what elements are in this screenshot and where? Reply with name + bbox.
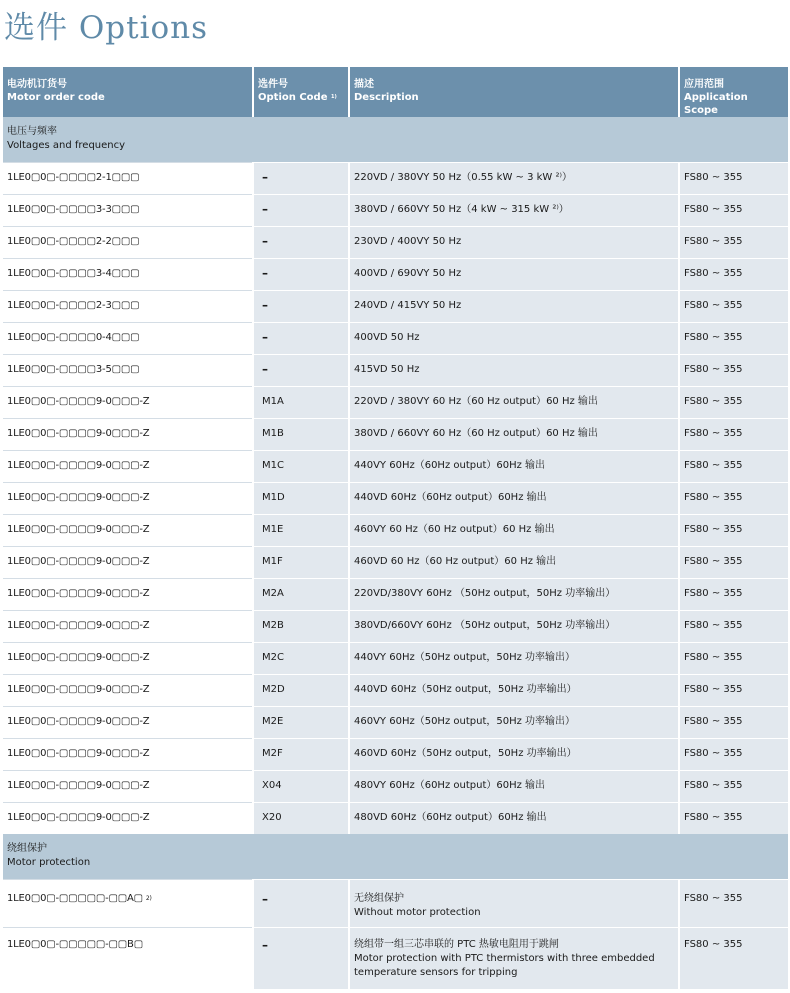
- option-code: M1E: [262, 524, 284, 535]
- application-scope: FS80 ~ 355: [684, 620, 743, 631]
- motor-order-code: 1LE0▢0▢-▢▢▢▢9-0▢▢▢-Z: [7, 684, 150, 695]
- application-scope-cell: [679, 706, 788, 738]
- description-cell: [349, 258, 679, 290]
- application-scope-cell: [679, 802, 788, 834]
- option-code-cell: [253, 450, 349, 482]
- description: 400VD / 690VY 50 Hz: [354, 268, 462, 279]
- application-scope-cell: [679, 578, 788, 610]
- table-row: [3, 482, 788, 514]
- section-title: [3, 834, 788, 879]
- motor-order-code-cell: [3, 418, 253, 450]
- motor-order-code-cell: [3, 546, 253, 578]
- description-cell: [349, 706, 679, 738]
- table-row: [3, 418, 788, 450]
- description-cell: [349, 194, 679, 226]
- application-scope-cell: [679, 514, 788, 546]
- description-cell: [349, 514, 679, 546]
- description-cell: [349, 418, 679, 450]
- table-row: [3, 514, 788, 546]
- motor-order-code-cell: [3, 194, 253, 226]
- option-code: –: [262, 362, 268, 376]
- motor-order-code-cell: [3, 578, 253, 610]
- option-code: M1B: [262, 428, 284, 439]
- option-code: M2E: [262, 716, 284, 727]
- table-row: [3, 642, 788, 674]
- application-scope: FS80 ~ 355: [684, 780, 743, 791]
- section-header-row: [3, 834, 788, 879]
- motor-order-code-cell: [3, 674, 253, 706]
- motor-order-code-cell: [3, 226, 253, 258]
- motor-order-code: 1LE0▢0▢-▢▢▢▢9-0▢▢▢-Z: [7, 652, 150, 663]
- option-code-cell: [253, 706, 349, 738]
- option-code: –: [262, 330, 268, 344]
- table-row: [3, 610, 788, 642]
- application-scope-cell: [679, 162, 788, 194]
- motor-order-code: 1LE0▢0▢-▢▢▢▢0-4▢▢▢: [7, 332, 140, 343]
- table-row: [3, 194, 788, 226]
- motor-order-code: 1LE0▢0▢-▢▢▢▢9-0▢▢▢-Z: [7, 620, 150, 631]
- application-scope-cell: [679, 322, 788, 354]
- option-code-cell: [253, 514, 349, 546]
- description: 440VY 60Hz（60Hz output）60Hz 输出: [354, 460, 546, 471]
- table-row: [3, 674, 788, 706]
- application-scope-cell: [679, 386, 788, 418]
- motor-order-code-cell: [3, 290, 253, 322]
- description: 480VD 60Hz（60Hz output）60Hz 输出: [354, 812, 547, 824]
- option-code: M1A: [262, 396, 284, 407]
- application-scope: FS80 ~ 355: [684, 268, 743, 279]
- application-scope: FS80 ~ 355: [684, 300, 743, 311]
- header-application-scope: 应用范围 Application Scope: [679, 67, 788, 117]
- options-table: [3, 67, 788, 989]
- motor-order-code: 1LE0▢0▢-▢▢▢▢9-0▢▢▢-Z: [7, 492, 150, 503]
- application-scope: FS80 ~ 355: [684, 236, 743, 247]
- motor-order-code: 1LE0▢0▢-▢▢▢▢3-5▢▢▢: [7, 364, 140, 375]
- motor-order-code-cell: [3, 450, 253, 482]
- description-cell: [349, 322, 679, 354]
- option-code-cell: [253, 258, 349, 290]
- description: 460VD 60Hz（50Hz output，50Hz 功率输出）: [354, 748, 577, 759]
- description: 380VD/660VY 60Hz （50Hz output，50Hz 功率输出）: [354, 620, 616, 631]
- option-code-cell: [253, 290, 349, 322]
- footnote-ref: 2): [145, 894, 152, 902]
- description-cell: [349, 386, 679, 418]
- table-row: [3, 450, 788, 482]
- motor-order-code-cell: [3, 927, 253, 989]
- description-cn: 绕组带一组三芯串联的 PTC 热敏电阻用于跳闸: [354, 938, 559, 950]
- application-scope: FS80 ~ 355: [684, 588, 743, 599]
- application-scope-cell: [679, 290, 788, 322]
- option-code-cell: [253, 418, 349, 450]
- option-code: –: [262, 891, 268, 906]
- option-code: M2A: [262, 588, 284, 599]
- application-scope: FS80 ~ 355: [684, 332, 743, 343]
- application-scope-cell: [679, 450, 788, 482]
- option-code: –: [262, 937, 268, 952]
- application-scope-cell: [679, 226, 788, 258]
- table-row: [3, 802, 788, 834]
- option-code-cell: [253, 578, 349, 610]
- application-scope: FS80 ~ 355: [684, 204, 743, 215]
- motor-order-code-cell: [3, 258, 253, 290]
- application-scope-cell: [679, 642, 788, 674]
- application-scope-cell: [679, 674, 788, 706]
- table-row: [3, 162, 788, 194]
- description: 380VD / 660VY 50 Hz（4 kW ~ 315 kW ²⁾）: [354, 204, 569, 215]
- application-scope: FS80 ~ 355: [684, 364, 743, 375]
- description: 400VD 50 Hz: [354, 332, 420, 343]
- motor-order-code: 1LE0▢0▢-▢▢▢▢2-2▢▢▢: [7, 236, 140, 247]
- application-scope: FS80 ~ 355: [684, 492, 743, 503]
- motor-order-code-cell: [3, 514, 253, 546]
- description-cell: [349, 879, 679, 927]
- description: 460VD 60 Hz（60 Hz output）60 Hz 输出: [354, 556, 557, 567]
- motor-order-code: 1LE0▢0▢-▢▢▢▢2-3▢▢▢: [7, 300, 140, 311]
- option-code: M2C: [262, 652, 284, 663]
- motor-order-code: 1LE0▢0▢-▢▢▢▢3-4▢▢▢: [7, 268, 140, 279]
- option-code: –: [262, 170, 268, 184]
- option-code: M2B: [262, 620, 284, 631]
- table-row: [3, 354, 788, 386]
- application-scope: FS80 ~ 355: [684, 716, 743, 727]
- application-scope-cell: [679, 927, 788, 989]
- application-scope: FS80 ~ 355: [684, 812, 743, 824]
- option-code-cell: [253, 879, 349, 927]
- option-code-cell: [253, 354, 349, 386]
- description: 220VD / 380VY 60 Hz（60 Hz output）60 Hz 输出: [354, 396, 598, 407]
- application-scope: FS80 ~ 355: [684, 460, 743, 471]
- option-code: M2F: [262, 748, 283, 759]
- description-cell: [349, 674, 679, 706]
- description-cell: [349, 738, 679, 770]
- application-scope: FS80 ~ 355: [684, 938, 743, 950]
- application-scope-cell: [679, 482, 788, 514]
- table-row: [3, 258, 788, 290]
- application-scope-cell: [679, 879, 788, 927]
- table-row: [3, 546, 788, 578]
- motor-order-code-cell: [3, 802, 253, 834]
- option-code-cell: [253, 162, 349, 194]
- motor-order-code-cell: [3, 354, 253, 386]
- description: 460VY 60 Hz（60 Hz output）60 Hz 输出: [354, 524, 555, 535]
- description: 415VD 50 Hz: [354, 364, 420, 375]
- option-code-cell: [253, 610, 349, 642]
- description: 440VD 60Hz（60Hz output）60Hz 输出: [354, 492, 547, 503]
- motor-order-code: 1LE0▢0▢-▢▢▢▢9-0▢▢▢-Z: [7, 460, 150, 471]
- option-code: –: [262, 298, 268, 312]
- description: 220VD / 380VY 50 Hz（0.55 kW ~ 3 kW ²⁾）: [354, 172, 572, 183]
- table-row: [3, 738, 788, 770]
- footnote-ref: 1): [330, 94, 337, 100]
- motor-order-code: 1LE0▢0▢-▢▢▢▢9-0▢▢▢-Z: [7, 588, 150, 599]
- motor-order-code: 1LE0▢0▢-▢▢▢▢9-0▢▢▢-Z: [7, 716, 150, 727]
- section-title: [3, 117, 788, 162]
- description-cell: [349, 226, 679, 258]
- application-scope-cell: [679, 770, 788, 802]
- motor-order-code: 1LE0▢0▢-▢▢▢▢2-1▢▢▢: [7, 172, 140, 183]
- option-code-cell: [253, 194, 349, 226]
- table-row: [3, 706, 788, 738]
- option-code: –: [262, 266, 268, 280]
- table-header-row: [3, 67, 788, 117]
- description-cell: [349, 770, 679, 802]
- table-row: [3, 927, 788, 989]
- description: 460VY 60Hz（50Hz output，50Hz 功率输出）: [354, 716, 576, 727]
- description-cell: [349, 610, 679, 642]
- description-cell: [349, 802, 679, 834]
- section-title-cn: 绕组保护: [7, 843, 47, 854]
- table-row: [3, 386, 788, 418]
- description-cell: [349, 162, 679, 194]
- motor-order-code: 1LE0▢0▢-▢▢▢▢9-0▢▢▢-Z: [7, 812, 150, 824]
- table-row: [3, 290, 788, 322]
- application-scope: FS80 ~ 355: [684, 748, 743, 759]
- motor-order-code: 1LE0▢0▢-▢▢▢▢9-0▢▢▢-Z: [7, 556, 150, 567]
- option-code: M2D: [262, 684, 285, 695]
- application-scope: FS80 ~ 355: [684, 524, 743, 535]
- option-code-cell: [253, 546, 349, 578]
- option-code-cell: [253, 642, 349, 674]
- description-cell: [349, 546, 679, 578]
- motor-order-code: 1LE0▢0▢-▢▢▢▢9-0▢▢▢-Z: [7, 780, 150, 791]
- description: 230VD / 400VY 50 Hz: [354, 236, 462, 247]
- motor-order-code-cell: [3, 322, 253, 354]
- table-row: [3, 770, 788, 802]
- application-scope: FS80 ~ 355: [684, 892, 743, 904]
- table-row: [3, 879, 788, 927]
- section-title-cn: 电压与频率: [7, 126, 57, 137]
- description-cell: [349, 482, 679, 514]
- option-code: X04: [262, 780, 282, 791]
- description-cell: [349, 450, 679, 482]
- option-code: M1D: [262, 492, 285, 503]
- header-option-code: 选件号 Option Code $^{1)}$: [253, 67, 349, 117]
- application-scope-cell: [679, 258, 788, 290]
- option-code-cell: [253, 482, 349, 514]
- motor-order-code: 1LE0▢0▢-▢▢▢▢▢-▢▢A▢: [7, 892, 143, 904]
- motor-order-code: 1LE0▢0▢-▢▢▢▢3-3▢▢▢: [7, 204, 140, 215]
- motor-order-code-cell: [3, 738, 253, 770]
- application-scope: FS80 ~ 355: [684, 396, 743, 407]
- application-scope-cell: [679, 418, 788, 450]
- option-code-cell: [253, 386, 349, 418]
- option-code-cell: [253, 927, 349, 989]
- description-cell: [349, 354, 679, 386]
- option-code-cell: [253, 226, 349, 258]
- option-code-cell: [253, 674, 349, 706]
- description: 240VD / 415VY 50 Hz: [354, 300, 462, 311]
- option-code-cell: [253, 802, 349, 834]
- description: 440VY 60Hz（50Hz output，50Hz 功率输出）: [354, 652, 576, 663]
- option-code: –: [262, 202, 268, 216]
- header-motor-order-code: 电动机订货号 Motor order code: [3, 67, 253, 117]
- motor-order-code: 1LE0▢0▢-▢▢▢▢▢-▢▢B▢: [7, 938, 143, 950]
- application-scope: FS80 ~ 355: [684, 428, 743, 439]
- section-title-en: Voltages and frequency: [7, 140, 126, 151]
- section-title-en: Motor protection: [7, 857, 91, 868]
- option-code-cell: [253, 770, 349, 802]
- option-code: –: [262, 234, 268, 248]
- motor-order-code-cell: [3, 879, 253, 927]
- description-cell: [349, 290, 679, 322]
- motor-order-code-cell: [3, 706, 253, 738]
- motor-order-code-cell: [3, 482, 253, 514]
- motor-order-code-cell: [3, 386, 253, 418]
- motor-order-code-cell: [3, 642, 253, 674]
- application-scope-cell: [679, 546, 788, 578]
- motor-order-code-cell: [3, 770, 253, 802]
- option-code-cell: [253, 322, 349, 354]
- application-scope: FS80 ~ 355: [684, 556, 743, 567]
- header-description: 描述 Description: [349, 67, 679, 117]
- table-row: [3, 226, 788, 258]
- motor-order-code: 1LE0▢0▢-▢▢▢▢9-0▢▢▢-Z: [7, 524, 150, 535]
- option-code-cell: [253, 738, 349, 770]
- application-scope-cell: [679, 738, 788, 770]
- description-cell: [349, 927, 679, 989]
- application-scope-cell: [679, 194, 788, 226]
- motor-order-code-cell: [3, 162, 253, 194]
- description-cn: 无绕组保护: [354, 892, 404, 904]
- option-code: X20: [262, 812, 282, 824]
- motor-order-code: 1LE0▢0▢-▢▢▢▢9-0▢▢▢-Z: [7, 428, 150, 439]
- table-row: [3, 322, 788, 354]
- option-code: M1F: [262, 556, 283, 567]
- description-cell: [349, 578, 679, 610]
- description-en: Motor protection with PTC thermistors with three embedded temperature sensors for tripping: [354, 952, 655, 978]
- description: 220VD/380VY 60Hz （50Hz output，50Hz 功率输出）: [354, 588, 616, 599]
- description-en: Without motor protection: [354, 906, 481, 918]
- application-scope: FS80 ~ 355: [684, 652, 743, 663]
- motor-order-code-cell: [3, 610, 253, 642]
- description: 480VY 60Hz（60Hz output）60Hz 输出: [354, 780, 546, 791]
- description: 380VD / 660VY 60 Hz（60 Hz output）60 Hz 输出: [354, 428, 598, 439]
- motor-order-code: 1LE0▢0▢-▢▢▢▢9-0▢▢▢-Z: [7, 396, 150, 407]
- description: 440VD 60Hz（50Hz output，50Hz 功率输出）: [354, 684, 577, 695]
- application-scope: FS80 ~ 355: [684, 684, 743, 695]
- section-header-row: [3, 117, 788, 162]
- application-scope: FS80 ~ 355: [684, 172, 743, 183]
- application-scope-cell: [679, 610, 788, 642]
- motor-order-code: 1LE0▢0▢-▢▢▢▢9-0▢▢▢-Z: [7, 748, 150, 759]
- application-scope-cell: [679, 354, 788, 386]
- description-cell: [349, 642, 679, 674]
- table-row: [3, 578, 788, 610]
- option-code: M1C: [262, 460, 284, 471]
- page-title: 选件 Options: [4, 10, 209, 46]
